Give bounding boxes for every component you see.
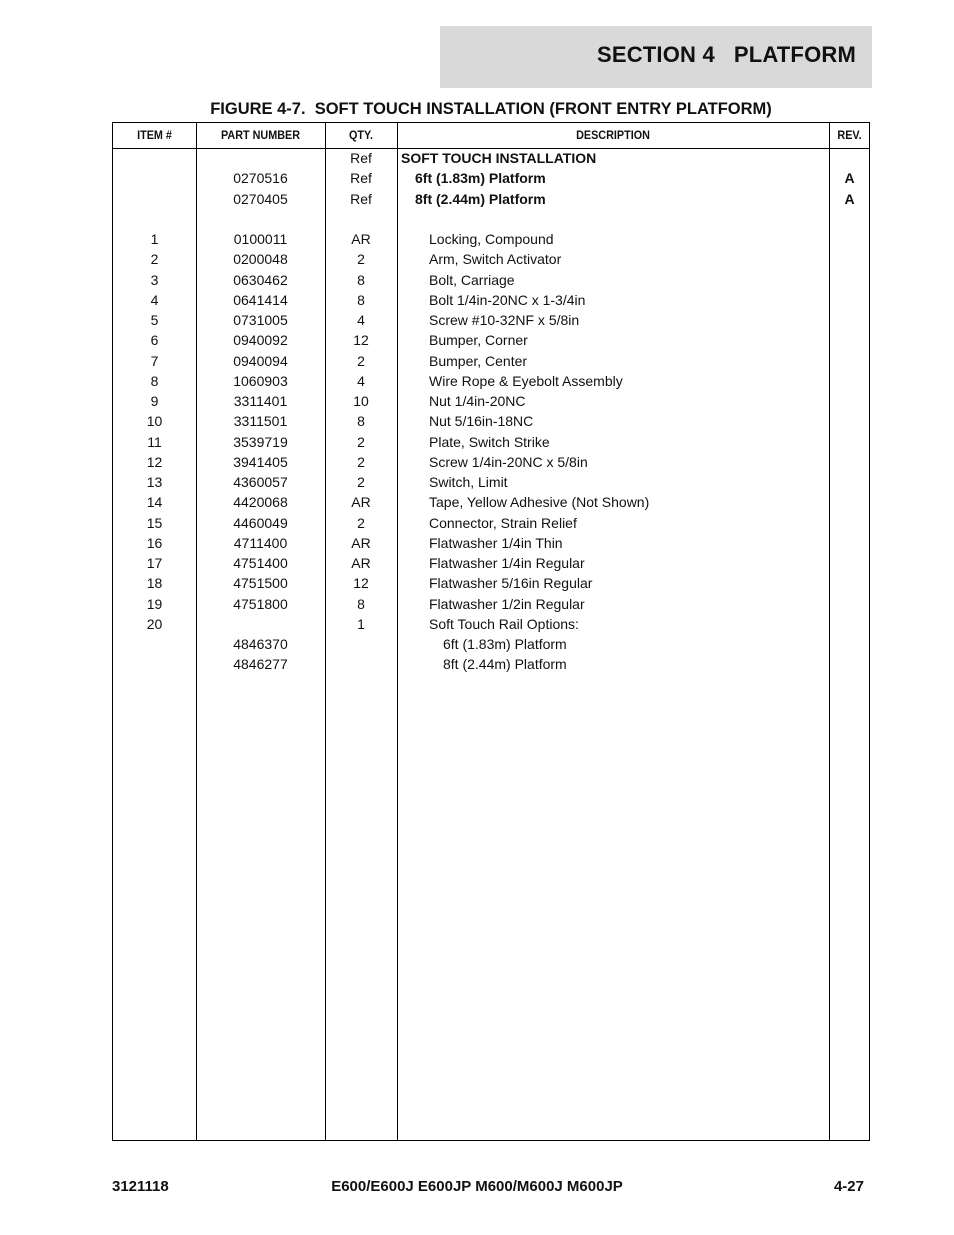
column-header-qty: QTY. [348, 128, 373, 142]
part-number-cell: 0100011 [233, 231, 288, 247]
part-number-cell: 0641414 [233, 291, 288, 308]
item-number-cell: 14 [146, 494, 163, 511]
table-row [113, 351, 869, 371]
table-row [113, 452, 869, 472]
table-row [113, 290, 869, 310]
table-row [113, 249, 869, 269]
item-number-cell: 6 [150, 332, 159, 349]
description-cell: Tape, Yellow Adhesive (Not Shown) [429, 494, 650, 511]
description-cell: Bumper, Center [429, 352, 528, 369]
column-header-part-number: PART NUMBER [220, 128, 301, 142]
item-number-cell: 7 [150, 352, 159, 369]
item-number-cell: 1 [150, 231, 159, 247]
quantity-cell: 1 [357, 615, 365, 632]
description-cell: 8ft (2.44m) Platform [415, 190, 546, 207]
item-number-cell: 5 [150, 312, 159, 328]
description-cell: 6ft (1.83m) Platform [443, 636, 567, 652]
column-header-rev: REV. [837, 128, 862, 142]
table-row [113, 229, 869, 249]
table-row [113, 634, 869, 654]
quantity-cell: 8 [357, 271, 365, 288]
item-number-cell: 8 [150, 372, 159, 389]
description-cell: Wire Rope & Eyebolt Assembly [429, 372, 623, 389]
quantity-cell: 2 [357, 251, 365, 268]
item-number-cell: 3 [150, 271, 159, 288]
description-cell: Screw #10-32NF x 5/8in [429, 312, 580, 328]
quantity-cell: AR [351, 555, 371, 571]
table-row [113, 573, 869, 593]
quantity-cell: AR [351, 494, 371, 511]
description-cell: Nut 1/4in-20NC [429, 393, 526, 409]
part-number-cell: 4846370 [233, 636, 288, 652]
part-number-cell: 0270405 [233, 190, 288, 207]
table-row [113, 614, 869, 634]
quantity-cell: AR [351, 231, 371, 247]
quantity-cell: Ref [350, 190, 372, 207]
parts-table [112, 122, 870, 1141]
part-number-cell: 0630462 [233, 271, 288, 288]
quantity-cell: Ref [350, 170, 372, 187]
description-cell: Screw 1/4in-20NC x 5/8in [429, 453, 588, 470]
description-cell: Bolt 1/4in-20NC x 1-3/4in [429, 291, 586, 308]
table-row [113, 270, 869, 290]
item-number-cell: 15 [146, 514, 163, 531]
table-row [113, 594, 869, 614]
quantity-cell: 12 [353, 332, 369, 349]
item-number-cell: 12 [146, 453, 163, 470]
parts-list [113, 148, 869, 675]
description-cell: Soft Touch Rail Options: [429, 615, 579, 632]
part-number-cell: 0270516 [233, 170, 288, 187]
item-number-cell: 19 [146, 595, 163, 612]
description-cell: Plate, Switch Strike [429, 433, 550, 450]
description-cell: Flatwasher 1/4in Thin [429, 534, 563, 551]
section-banner [440, 26, 872, 88]
quantity-cell: Ref [350, 150, 372, 166]
table-row [113, 209, 869, 229]
part-number-cell: 4846277 [233, 656, 288, 673]
description-cell: Locking, Compound [429, 231, 554, 247]
table-row [113, 472, 869, 492]
quantity-cell: 2 [357, 453, 365, 470]
table-row [113, 148, 869, 168]
description-cell: Bolt, Carriage [429, 271, 515, 288]
column-header-item: ITEM # [137, 128, 172, 142]
quantity-cell: 2 [357, 474, 365, 490]
part-number-cell: 1060903 [233, 372, 288, 389]
table-row [113, 553, 869, 573]
table-row [113, 371, 869, 391]
section-title: SECTION 4 PLATFORM [596, 42, 856, 67]
item-number-cell: 20 [146, 615, 163, 632]
description-cell: 8ft (2.44m) Platform [443, 656, 567, 673]
quantity-cell: 12 [353, 575, 369, 592]
description-cell: Switch, Limit [429, 474, 508, 490]
item-number-cell: 18 [146, 575, 163, 592]
table-row [113, 533, 869, 553]
part-number-cell: 0940092 [233, 332, 288, 349]
table-row [113, 168, 869, 188]
item-number-cell: 13 [146, 474, 163, 490]
part-number-cell: 4751800 [233, 595, 288, 612]
part-number-cell: 4711400 [233, 534, 288, 551]
part-number-cell: 0731005 [233, 312, 288, 328]
description-cell: 6ft (1.83m) Platform [415, 170, 546, 187]
part-number-cell: 3311401 [233, 393, 288, 409]
part-number-cell: 0200048 [233, 251, 288, 268]
part-number-cell: 4360057 [233, 474, 288, 490]
quantity-cell: 8 [357, 595, 365, 612]
description-cell: Bumper, Corner [429, 332, 528, 349]
column-header-description: DESCRIPTION [576, 128, 650, 142]
table-row [113, 189, 869, 209]
page-number: 4-27 [833, 1178, 864, 1195]
part-number-cell: 4460049 [233, 514, 288, 531]
description-cell: Flatwasher 1/2in Regular [429, 595, 585, 612]
part-number-cell: 4751400 [233, 555, 288, 571]
part-number-cell: 4751500 [233, 575, 288, 592]
model-list: E600/E600J E600JP M600/M600J M600JP [331, 1178, 623, 1195]
description-cell: Arm, Switch Activator [429, 251, 562, 268]
item-number-cell: 2 [150, 251, 159, 268]
description-cell: Nut 5/16in-18NC [429, 413, 534, 430]
item-number-cell: 11 [147, 433, 162, 450]
part-number-cell: 4420068 [233, 494, 288, 511]
part-number-cell: 3311501 [233, 413, 288, 430]
quantity-cell: 4 [357, 312, 365, 328]
table-row [113, 513, 869, 533]
table-row [113, 330, 869, 350]
table-row [113, 432, 869, 452]
description-cell: Flatwasher 5/16in Regular [429, 575, 593, 592]
item-number-cell: 4 [150, 291, 159, 308]
quantity-cell: 2 [357, 352, 365, 369]
part-number-cell: 0940094 [233, 352, 288, 369]
table-row [113, 411, 869, 431]
table-row [113, 654, 869, 674]
part-number-cell: 3539719 [233, 433, 288, 450]
table-row [113, 391, 869, 411]
revision-cell: A [844, 170, 855, 187]
quantity-cell: 2 [357, 433, 365, 450]
quantity-cell: 8 [357, 291, 365, 308]
item-number-cell: 17 [146, 555, 163, 571]
item-number-cell: 10 [146, 413, 163, 430]
table-row [113, 492, 869, 512]
doc-number: 3121118 [112, 1178, 169, 1195]
item-number-cell: 9 [150, 393, 159, 409]
part-number-cell: 3941405 [233, 453, 288, 470]
revision-cell: A [844, 190, 855, 207]
figure-title: FIGURE 4-7. SOFT TOUCH INSTALLATION (FRONT ENTRY PLATFORM) [210, 100, 772, 118]
description-cell: Connector, Strain Relief [429, 514, 577, 531]
quantity-cell: 8 [357, 413, 365, 430]
quantity-cell: 10 [353, 393, 369, 409]
item-number-cell: 16 [146, 534, 163, 551]
quantity-cell: AR [351, 534, 371, 551]
quantity-cell: 4 [357, 372, 365, 389]
description-cell: SOFT TOUCH INSTALLATION [401, 150, 597, 166]
table-row [113, 310, 869, 330]
description-cell: Flatwasher 1/4in Regular [429, 555, 585, 571]
quantity-cell: 2 [357, 514, 365, 531]
